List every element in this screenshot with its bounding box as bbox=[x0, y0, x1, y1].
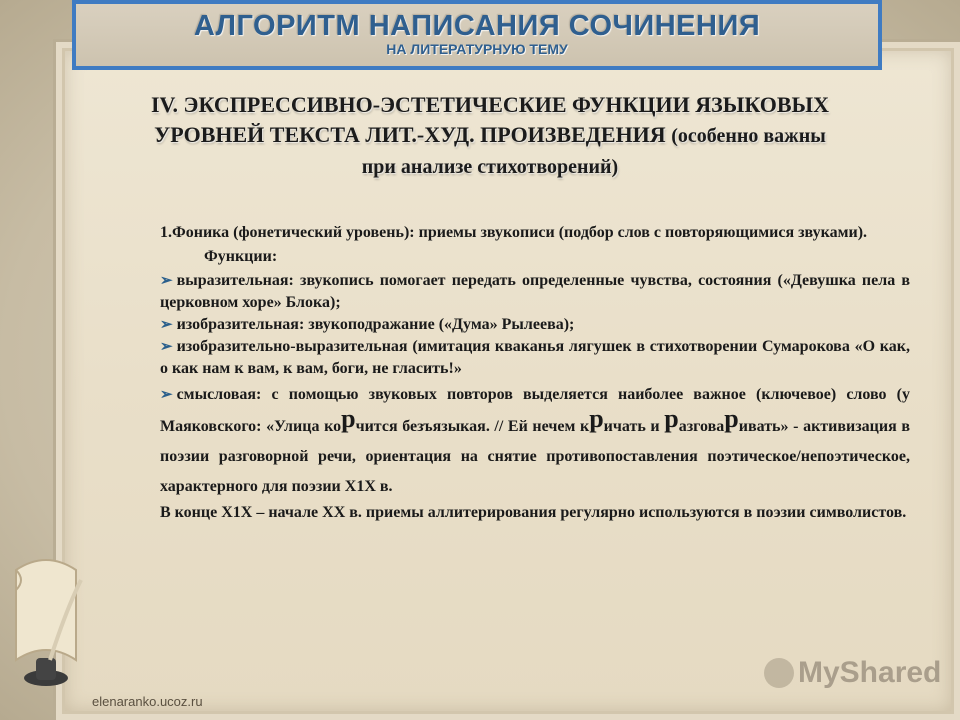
closing-paragraph: В конце Х1Х – начале ХХ в. приемы аллитерирования регулярно используются в поэзии символистов. bbox=[160, 504, 907, 521]
list-item bbox=[160, 270, 910, 314]
myshared-logo-icon bbox=[764, 658, 794, 688]
scroll-quill-icon bbox=[6, 540, 86, 690]
functions-label: Функции: bbox=[204, 248, 278, 265]
arrow-bullet-icon: ➢ bbox=[160, 339, 173, 355]
list-item-text: выразительная: звукопись помогает передать определенные чувства, состояния («Девушка пела в церковном хоре» Блока); bbox=[160, 272, 910, 311]
section-title bbox=[150, 90, 830, 182]
emphasized-letter: р bbox=[589, 404, 604, 433]
header-title: АЛГОРИТМ НАПИСАНИЯ СОЧИНЕНИЯ bbox=[193, 10, 761, 42]
footer-site: elenaranko.ucoz.ru bbox=[92, 694, 203, 709]
emphasized-letter: р bbox=[341, 404, 356, 433]
intro-paragraph: 1.Фоника (фонетический уровень): приемы звукописи (подбор слов с повторяющимися звуками). bbox=[160, 224, 868, 241]
list-item-text: изобразительная: звукоподражание («Дума» Рылеева); bbox=[176, 316, 575, 333]
list-item-text: ичать и bbox=[603, 418, 665, 435]
list-item bbox=[160, 336, 910, 380]
watermark bbox=[760, 652, 942, 696]
list-item-text: изобразительно-выразительная (имитация кваканья лягушек в стихотворении Сумарокова «О как, о как нам к вам, к вам, боги, не гласить!» bbox=[160, 338, 910, 377]
header-subtitle: НА ЛИТЕРАТУРНУЮ ТЕМУ bbox=[386, 41, 568, 57]
arrow-bullet-icon: ➢ bbox=[160, 317, 173, 333]
watermark-text: MyShared bbox=[798, 656, 942, 689]
section-title-note: (особенно важны при анализе стихотворений) bbox=[361, 125, 826, 178]
arrow-bullet-icon: ➢ bbox=[160, 387, 173, 403]
emphasized-letter: р bbox=[664, 404, 679, 433]
slide-content bbox=[160, 222, 910, 524]
list-item-text: азгова bbox=[678, 418, 725, 435]
list-item-text: чится безъязыкая. // Ей нечем к bbox=[355, 418, 590, 435]
section-title-main: IV. ЭКСПРЕССИВНО-ЭСТЕТИЧЕСКИЕ ФУНКЦИИ ЯЗЫКОВЫХ УРОВНЕЙ ТЕКСТА ЛИТ.-ХУД. ПРОИЗВЕДЕНИЯ bbox=[150, 92, 830, 147]
list-item-text: смысловая: с помощью звуковых повторов выделяется наиболее важное (ключевое) слово (у Маяковского: «Улица ко bbox=[160, 386, 910, 435]
arrow-bullet-icon: ➢ bbox=[160, 273, 173, 289]
list-item bbox=[160, 380, 910, 502]
emphasized-letter: р bbox=[724, 404, 739, 433]
list-item bbox=[160, 314, 910, 336]
slide-header bbox=[72, 0, 882, 70]
list-item-text: ивать» - активизация в поэзии разговорной речи, ориентация на снятие противопоставления поэтическое/непоэтическое, характерного для поэзии Х1Х в. bbox=[160, 418, 910, 495]
